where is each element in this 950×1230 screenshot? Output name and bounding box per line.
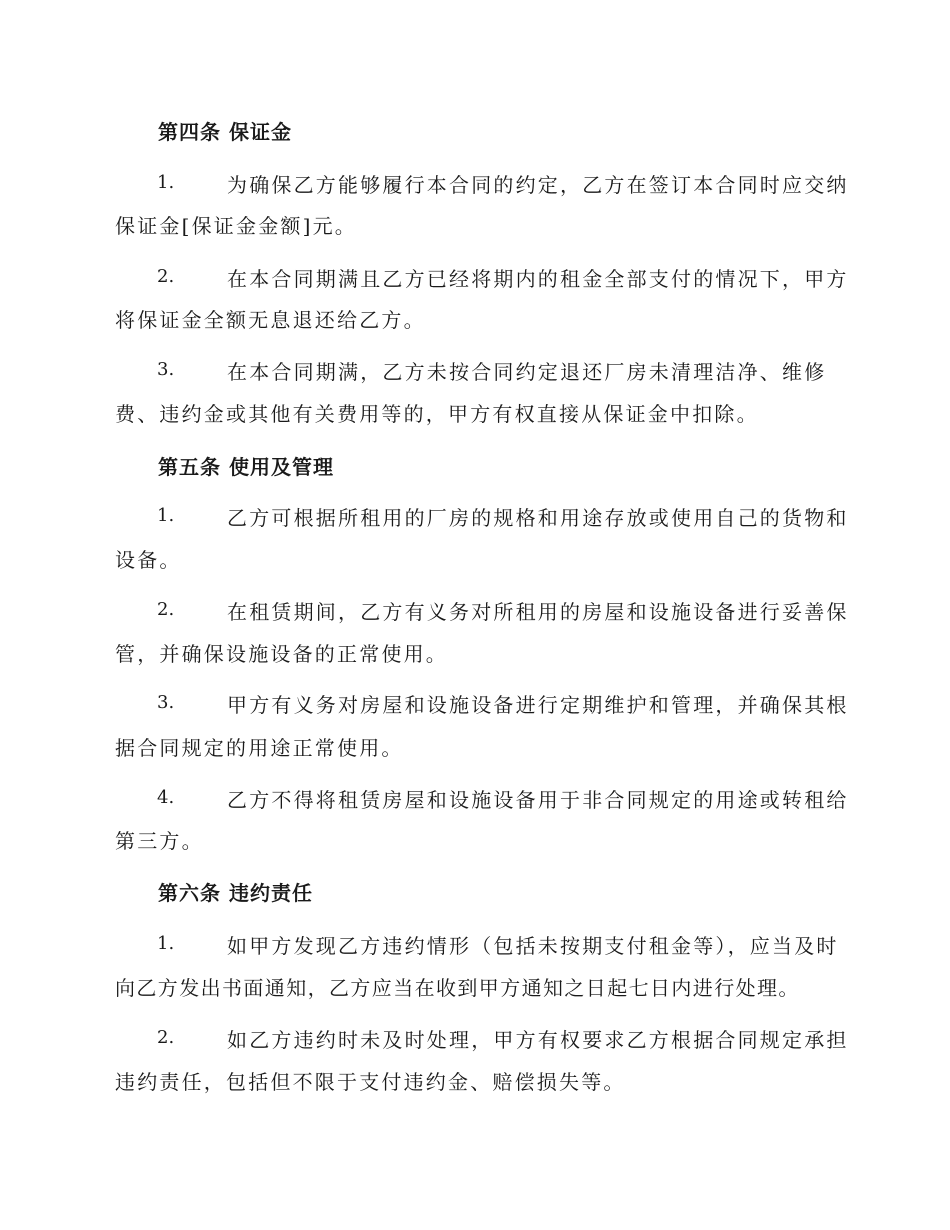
item-number: 4. (157, 787, 175, 808)
clause-line: 在本合同期满且乙方已经将期内的租金全部支付的情况下，甲方 (227, 267, 849, 291)
section-heading-6: 第六条 违约责任 (158, 881, 313, 905)
section-heading-5: 第五条 使用及管理 (158, 455, 334, 479)
clause-line: 据合同规定的用途正常使用。 (115, 736, 404, 760)
item-number: 2. (157, 1027, 175, 1048)
section-heading-4: 第四条 保证金 (158, 120, 292, 144)
clause-line: 向乙方发出书面通知，乙方应当在收到甲方通知之日起七日内进行处理。 (115, 976, 800, 1000)
item-number: 1. (157, 505, 175, 526)
item-number: 1. (157, 933, 175, 954)
item-number: 1. (157, 172, 175, 193)
clause-line: 乙方可根据所租用的厂房的规格和用途存放或使用自己的货物和 (227, 506, 849, 530)
clause-line: 在本合同期满，乙方未按合同约定退还厂房未清理洁净、维修 (227, 360, 827, 384)
clause-line: 甲方有义务对房屋和设施设备进行定期维护和管理，并确保其根 (227, 693, 849, 717)
clause-line: 如甲方发现乙方违约情形（包括未按期支付租金等），应当及时 (227, 934, 839, 958)
clause-line: 乙方不得将租赁房屋和设施设备用于非合同规定的用途或转租给 (227, 788, 849, 812)
clause-line: 设备。 (115, 548, 182, 572)
clause-line: 保证金[保证金金额]元。 (115, 214, 358, 238)
clause-line: 将保证金全额无息退还给乙方。 (115, 308, 426, 332)
clause-line: 费、违约金或其他有关费用等的，甲方有权直接从保证金中扣除。 (115, 402, 759, 426)
clause-line: 违约责任，包括但不限于支付违约金、赔偿损失等。 (115, 1070, 626, 1094)
item-number: 3. (157, 359, 175, 380)
clause-line: 管，并确保设施设备的正常使用。 (115, 642, 448, 666)
clause-line: 第三方。 (115, 829, 204, 853)
item-number: 2. (157, 266, 175, 287)
item-number: 3. (157, 692, 175, 713)
item-number: 2. (157, 599, 175, 620)
clause-line: 为确保乙方能够履行本合同的约定，乙方在签订本合同时应交纳 (227, 173, 849, 197)
clause-line: 在租赁期间，乙方有义务对所租用的房屋和设施设备进行妥善保 (227, 600, 849, 624)
clause-line: 如乙方违约时未及时处理，甲方有权要求乙方根据合同规定承担 (227, 1028, 849, 1052)
